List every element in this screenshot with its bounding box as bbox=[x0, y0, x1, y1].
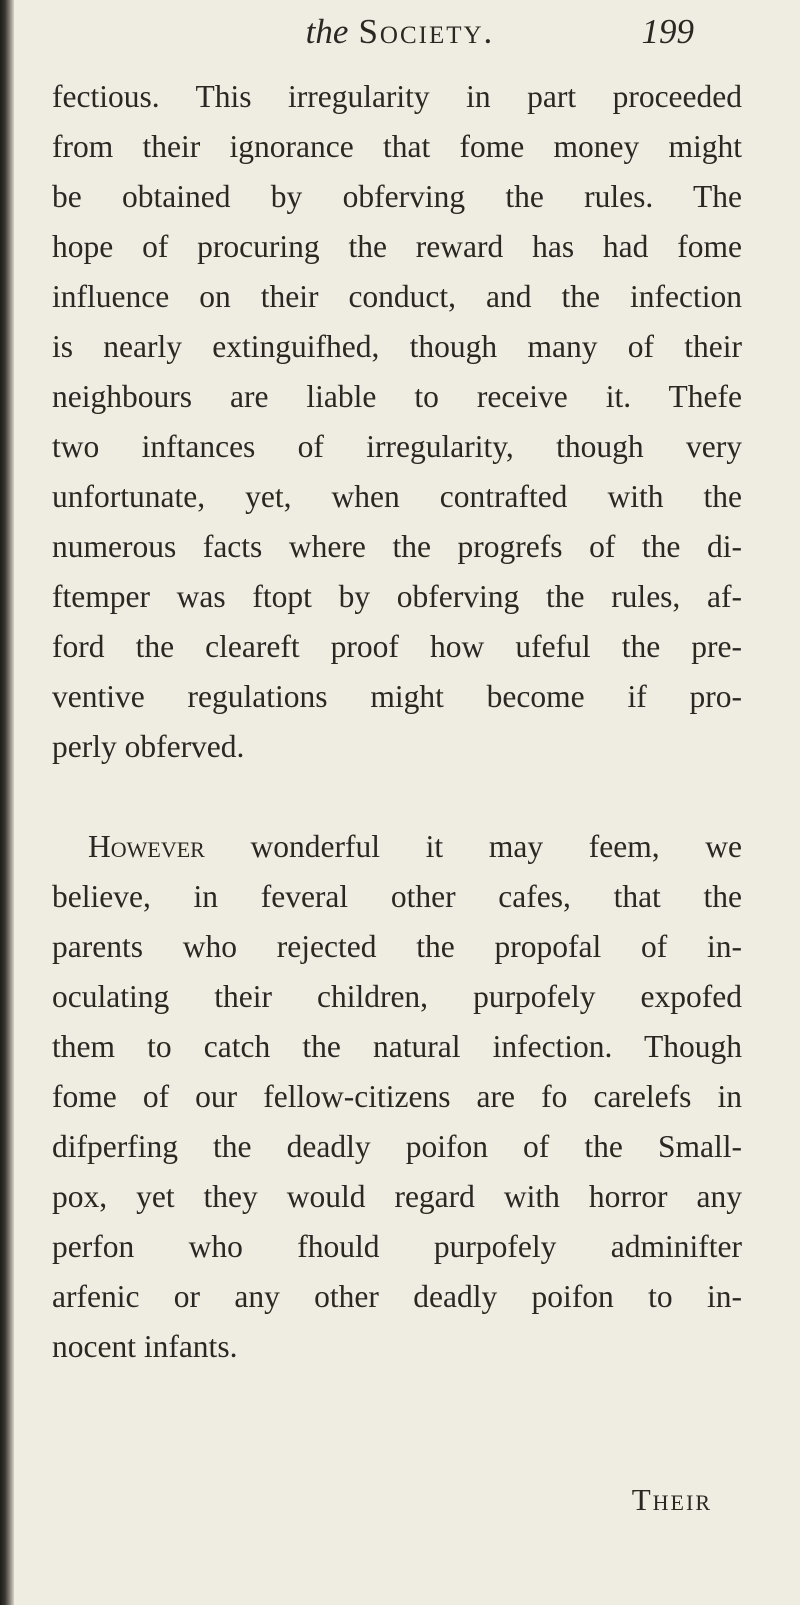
running-head-article: the bbox=[305, 12, 349, 51]
text-line: pox, yet they would regard with horror any bbox=[52, 1179, 742, 1214]
text-line: difperfing the deadly poifon of the Small- bbox=[52, 1129, 742, 1164]
first-line-rest: wonderful it may feem, we bbox=[204, 829, 742, 864]
text-line: unfortunate, yet, when contrafted with the bbox=[52, 479, 742, 514]
text-line: arfenic or any other deadly poifon to in- bbox=[52, 1279, 742, 1314]
text-line: influence on their conduct, and the infection bbox=[52, 279, 742, 314]
text-line: fome of our fellow-citizens are fo carelefs in bbox=[52, 1079, 742, 1114]
body-text bbox=[52, 72, 742, 1372]
text-line: oculating their children, purpofely expofed bbox=[52, 979, 742, 1014]
text-line: two inftances of irregularity, though very bbox=[52, 429, 742, 464]
paragraph-1 bbox=[52, 72, 742, 772]
text-line: is nearly extinguifhed, though many of their bbox=[52, 329, 742, 364]
text-line: parents who rejected the propofal of in- bbox=[52, 929, 742, 964]
text-line: fectious. This irregularity in part proceeded bbox=[52, 79, 742, 114]
paragraph-2 bbox=[52, 822, 742, 1372]
text-line: from their ignorance that fome money might bbox=[52, 129, 742, 164]
text-line: perfon who fhould purpofely adminifter bbox=[52, 1229, 742, 1264]
text-line: believe, in feveral other cafes, that the bbox=[52, 879, 742, 914]
text-line: ftemper was ftopt by obferving the rules, af- bbox=[52, 579, 742, 614]
text-line: be obtained by obferving the rules. The bbox=[52, 179, 742, 214]
running-head bbox=[0, 12, 800, 62]
text-line: perly obferved. bbox=[52, 729, 245, 764]
text-line-first bbox=[52, 822, 742, 872]
text-line: hope of procuring the reward has had fome bbox=[52, 229, 742, 264]
running-head-society: Society. bbox=[358, 12, 495, 51]
text-line: nocent infants. bbox=[52, 1329, 238, 1364]
text-line: ventive regulations might become if pro- bbox=[52, 679, 742, 714]
text-line: neighbours are liable to receive it. Thefe bbox=[52, 379, 742, 414]
paragraph-lead-word: However bbox=[88, 829, 205, 864]
page-number: 199 bbox=[641, 12, 694, 51]
binding-gutter bbox=[0, 0, 14, 1605]
text-line: ford the cleareft proof how ufeful the pre- bbox=[52, 629, 742, 664]
text-line: numerous facts where the progrefs of the di- bbox=[52, 529, 742, 564]
text-line: them to catch the natural infection. Though bbox=[52, 1029, 742, 1064]
catchword: Their bbox=[631, 1482, 712, 1517]
